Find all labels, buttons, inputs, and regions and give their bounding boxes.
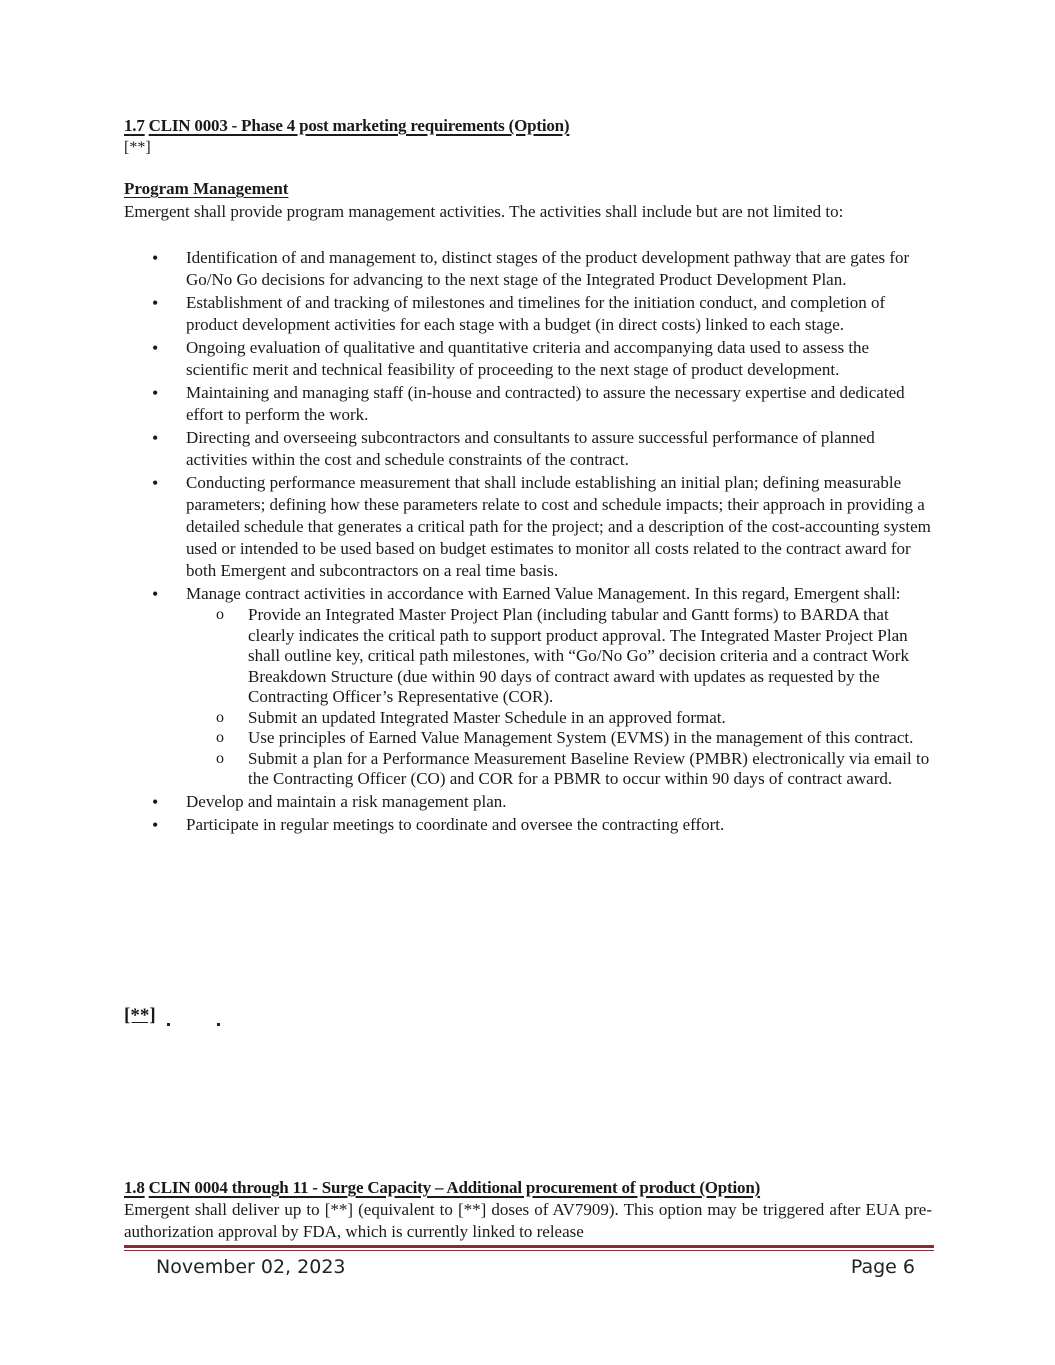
section-title: CLIN 0004 through 11 - Surge Capacity – Additional procurement of product (Option) (148, 1178, 761, 1197)
sub-list-item: o Submit an updated Integrated Master Schedule in an approved format. (186, 708, 934, 729)
section-1-8-body: Emergent shall deliver up to [**] (equivalent to [**] doses of AV7909). This option may be triggered after EUA pre-authorization approval by FDA, which is currently linked to release (124, 1200, 932, 1241)
sub-list-item: o Submit a plan for a Performance Measurement Baseline Review (PMBR) electronically via email to the Contracting Officer (CO) and COR for a PBMR to occur within 90 days of contract award. (186, 749, 934, 790)
footer-date: November 02, 2023 (156, 1256, 346, 1278)
list-item: • Ongoing evaluation of qualitative and quantitative criteria and accompanying data used to assess the scientific merit and technical feasibility of proceeding to the next stage of product development. (124, 337, 934, 381)
activity-list (124, 247, 934, 837)
section-1-7-heading (124, 116, 569, 136)
redaction-block: [**] (124, 1005, 156, 1026)
sub-list-item: o Use principles of Earned Value Management System (EVMS) in the management of this contract. (186, 728, 934, 749)
list-item-evm (124, 583, 934, 790)
section-title: CLIN 0003 - Phase 4 post marketing requirements (Option) (148, 116, 570, 135)
list-item: • Participate in regular meetings to coordinate and oversee the contracting effort. (124, 814, 934, 836)
stray-mark (167, 1023, 170, 1026)
sub-list (186, 605, 934, 790)
redaction-marker: [**] (124, 139, 151, 156)
program-management-intro: Emergent shall provide program management activities. The activities shall include but are not limited to: (124, 202, 844, 221)
list-item-text: Manage contract activities in accordance with Earned Value Management. In this regard, Emergent shall: (186, 584, 901, 603)
list-item: • Identification of and management to, distinct stages of the product development pathway that are gates for Go/No Go decisions for advancing to the next stage of the Integrated Product Development Plan. (124, 247, 934, 291)
list-item: • Directing and overseeing subcontractors and consultants to assure successful performance of planned activities within the cost and schedule constraints of the contract. (124, 427, 934, 471)
footer-rule-thin (124, 1250, 934, 1251)
list-item: • Develop and maintain a risk management plan. (124, 791, 934, 813)
list-item: • Maintaining and managing staff (in-house and contracted) to assure the necessary expertise and dedicated effort to perform the work. (124, 382, 934, 426)
footer-page-number: Page 6 (850, 1256, 915, 1278)
section-1-8-heading (124, 1178, 760, 1198)
footer-rule (124, 1245, 934, 1248)
section-number: 1.7 (124, 116, 145, 135)
list-item: • Conducting performance measurement that shall include establishing an initial plan; defining measurable parameters; defining how these parameters relate to cost and schedule impacts; their approach in providing a detailed schedule that generates a critical path for the project; and a description of the cost-accounting system used or intended to be used based on budget estimates to monitor all costs related to the contract award for both Emergent and subcontractors on a real time basis. (124, 472, 934, 582)
sub-list-item: o Provide an Integrated Master Project Plan (including tabular and Gantt forms) to BARDA that clearly indicates the critical path to support product approval. The Integrated Master Project Plan shall outline key, critical path milestones, with “Go/No Go” decision criteria and a contract Work Breakdown Structure (due within 90 days of contract award with updates as requested by the Contracting Officer’s Representative (COR). (186, 605, 934, 708)
section-number: 1.8 (124, 1178, 145, 1197)
program-management-heading: Program Management (124, 179, 289, 198)
list-item: • Establishment of and tracking of milestones and timelines for the initiation conduct, and completion of product development activities for each stage with a budget (in direct costs) linked to each stage. (124, 292, 934, 336)
stray-mark (217, 1023, 220, 1026)
